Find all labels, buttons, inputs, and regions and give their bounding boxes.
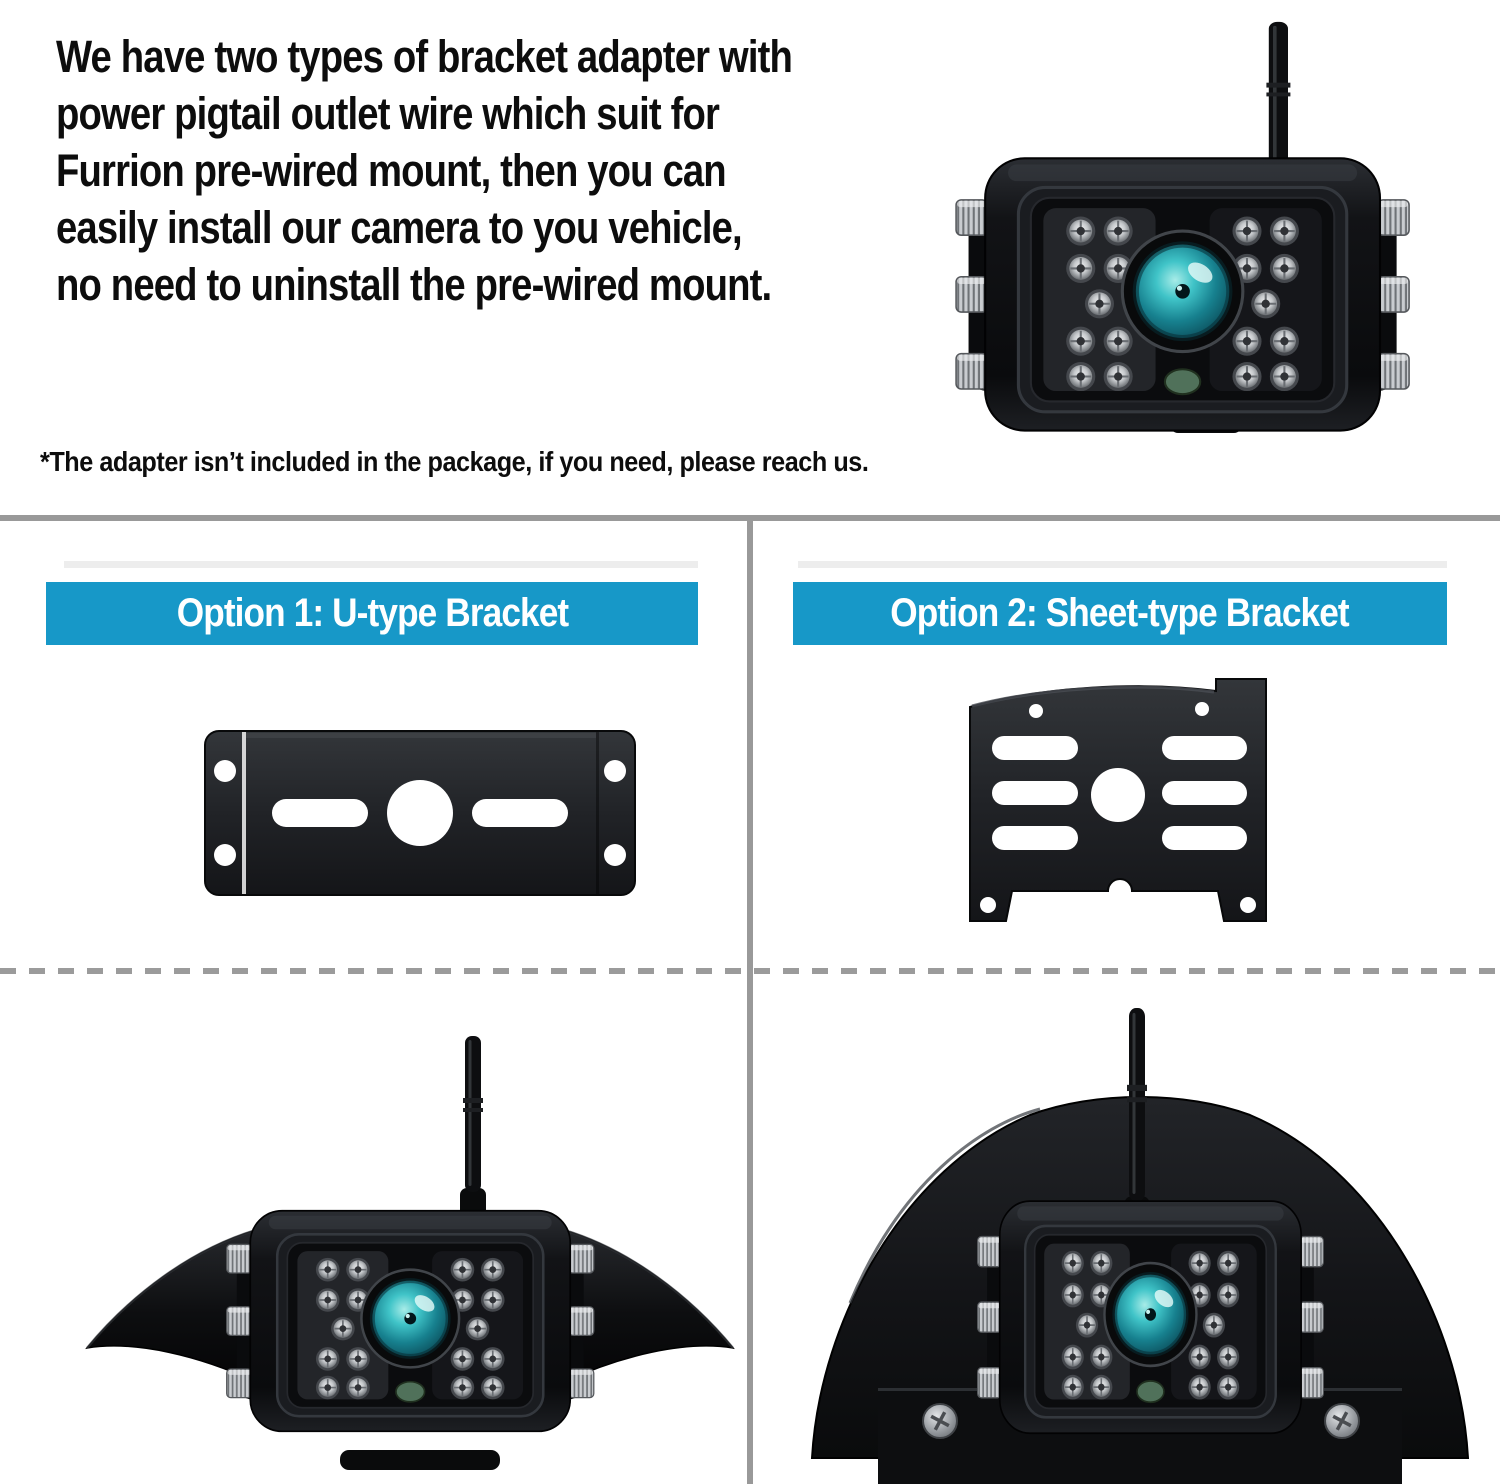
intro-line: power pigtail outlet wire which suit for bbox=[56, 88, 720, 139]
center-hole bbox=[1091, 768, 1145, 822]
mount-base bbox=[340, 1450, 500, 1470]
mount-hole bbox=[214, 844, 236, 866]
intro-line: easily install our camera to you vehicle, bbox=[56, 202, 742, 253]
intro-line: We have two types of bracket adapter with bbox=[56, 31, 793, 82]
option2-header-bar bbox=[793, 582, 1447, 645]
antenna bbox=[460, 1036, 486, 1220]
foot-hole bbox=[1240, 897, 1256, 913]
intro-paragraph bbox=[56, 28, 792, 313]
sheet-type-bracket-photo bbox=[960, 673, 1295, 958]
mount-hole bbox=[604, 844, 626, 866]
slot-hole bbox=[1162, 826, 1247, 850]
top-hole bbox=[1029, 704, 1043, 718]
slot-hole bbox=[1162, 736, 1247, 760]
top-hole bbox=[1195, 702, 1209, 716]
option2-header-label: Option 2: Sheet-type Bracket bbox=[890, 591, 1350, 635]
camera-on-sheet-bracket-photo bbox=[790, 1003, 1490, 1484]
camera-front bbox=[978, 1201, 1324, 1433]
intro-line: no need to uninstall the pre-wired mount. bbox=[56, 259, 772, 310]
mount-hole bbox=[214, 760, 236, 782]
product-infographic bbox=[0, 18, 1500, 1484]
screw bbox=[1325, 1404, 1359, 1438]
option2-bar-shadow bbox=[798, 561, 1447, 568]
option1-bar-shadow bbox=[64, 561, 698, 568]
center-hole bbox=[387, 780, 453, 846]
slot-hole bbox=[272, 799, 368, 827]
slot-hole bbox=[1162, 781, 1247, 805]
camera-front bbox=[227, 1211, 594, 1432]
u-type-bracket-photo bbox=[200, 723, 645, 903]
option1-header-label: Option 1: U-type Bracket bbox=[176, 591, 568, 635]
disclaimer-note: *The adapter isn’t included in the package, if you need, please reach us. bbox=[40, 446, 869, 477]
foot-hole bbox=[980, 897, 996, 913]
mount-hole bbox=[604, 760, 626, 782]
vertical-divider bbox=[747, 515, 753, 1484]
left-fold-highlight bbox=[242, 732, 246, 894]
camera-on-u-bracket-photo bbox=[60, 1018, 740, 1473]
intro-line: Furrion pre-wired mount, then you can bbox=[56, 145, 726, 196]
u-type-bracket bbox=[205, 731, 635, 895]
slot-hole bbox=[992, 781, 1078, 805]
slot-hole bbox=[992, 826, 1078, 850]
slot-hole bbox=[992, 736, 1078, 760]
slot-hole bbox=[472, 799, 568, 827]
right-fold-shadow bbox=[596, 732, 599, 894]
option1-header-bar bbox=[46, 582, 698, 645]
camera-product-photo bbox=[930, 18, 1500, 463]
dashed-divider bbox=[0, 968, 1500, 974]
camera-front bbox=[956, 158, 1409, 430]
screw bbox=[923, 1404, 957, 1438]
sheet-type-bracket bbox=[970, 679, 1266, 921]
